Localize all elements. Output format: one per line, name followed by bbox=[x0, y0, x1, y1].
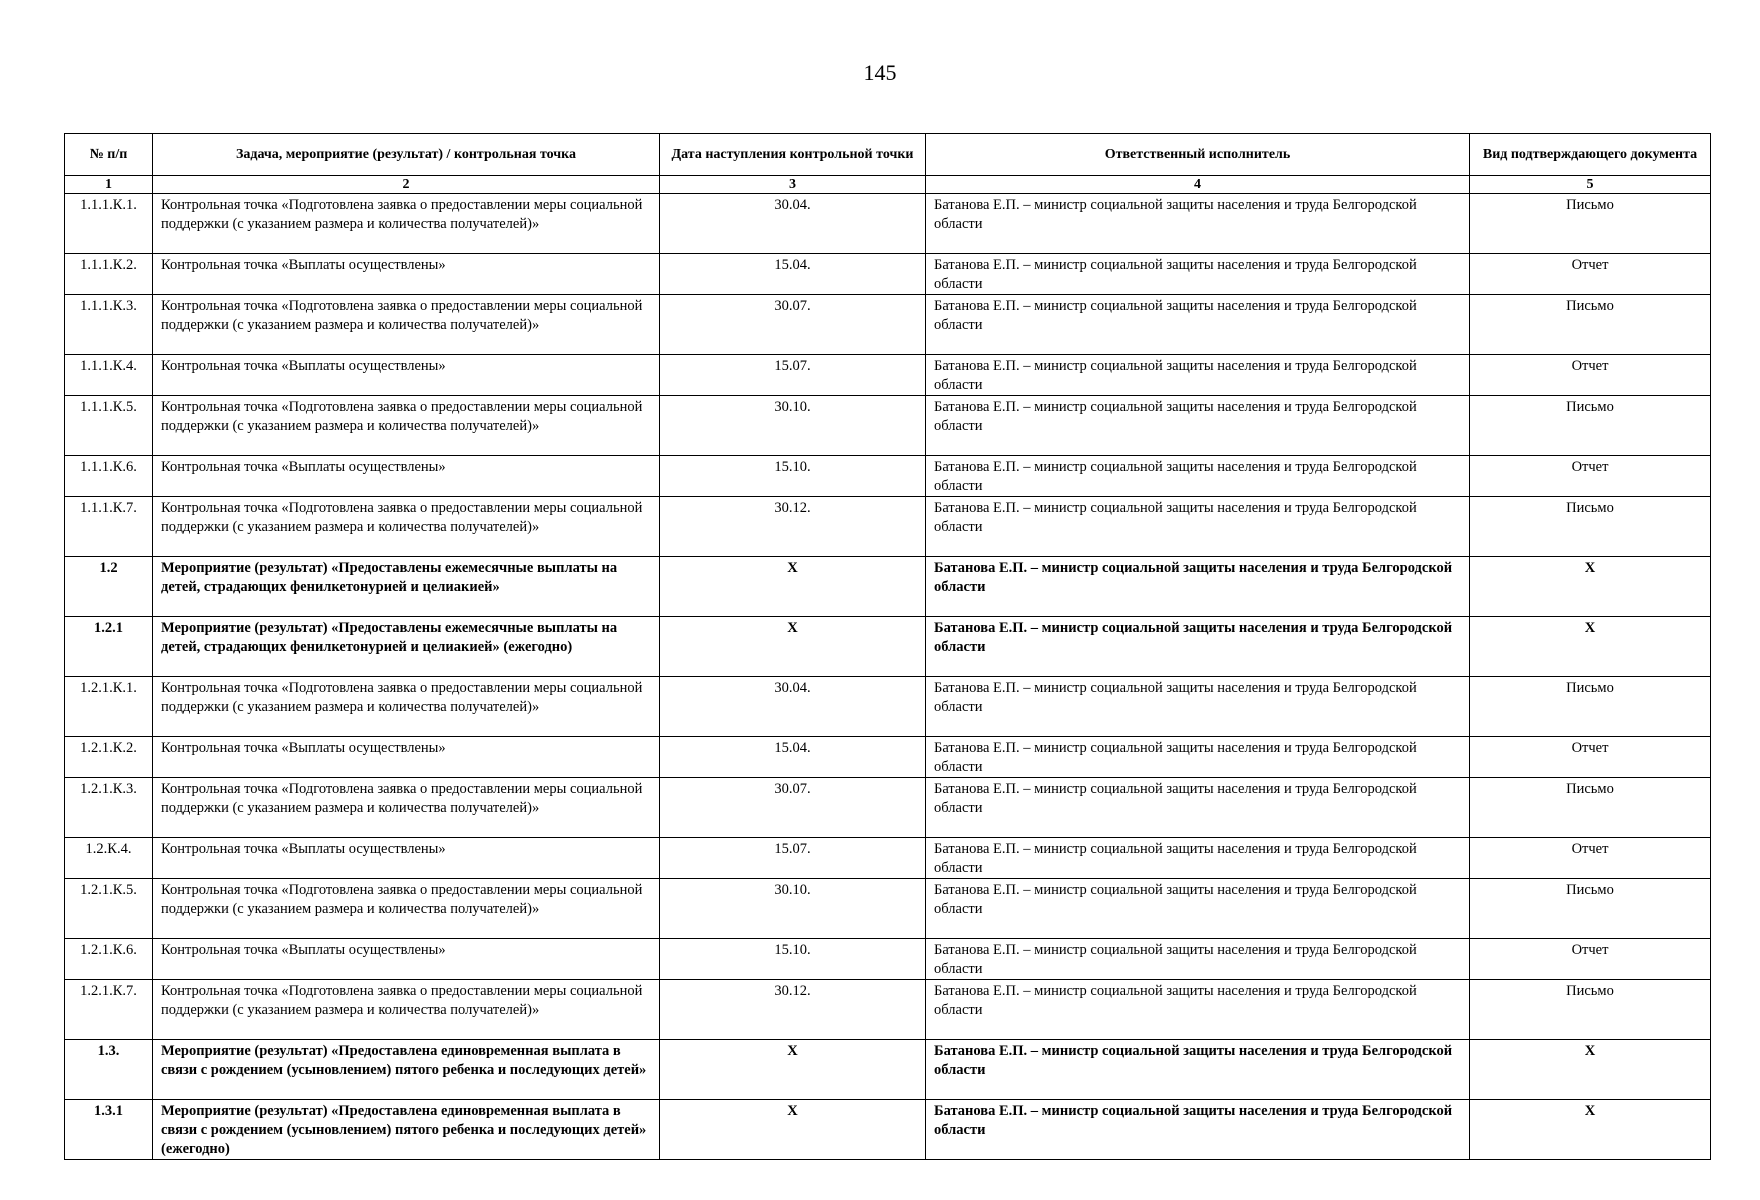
row-task: Контрольная точка «Подготовлена заявка о предоставлении меры социальной поддержки (с указанием размера и количества получателей)» bbox=[153, 295, 660, 355]
row-task: Контрольная точка «Подготовлена заявка о предоставлении меры социальной поддержки (с указанием размера и количества получателей)» bbox=[153, 396, 660, 456]
table-row bbox=[65, 1040, 1711, 1100]
row-task: Контрольная точка «Выплаты осуществлены» bbox=[153, 737, 660, 778]
table-row bbox=[65, 254, 1711, 295]
row-responsible: Батанова Е.П. – министр социальной защиты населения и труда Белгородской области bbox=[926, 939, 1470, 980]
row-date: 30.10. bbox=[660, 879, 926, 939]
table-row bbox=[65, 295, 1711, 355]
row-date: 30.07. bbox=[660, 295, 926, 355]
row-responsible: Батанова Е.П. – министр социальной защиты населения и труда Белгородской области bbox=[926, 879, 1470, 939]
column-number: 1 bbox=[65, 176, 153, 194]
header-document: Вид подтверждающего документа bbox=[1470, 134, 1711, 176]
row-number: 1.3.1 bbox=[65, 1100, 153, 1160]
row-responsible: Батанова Е.П. – министр социальной защиты населения и труда Белгородской области bbox=[926, 677, 1470, 737]
row-number: 1.3. bbox=[65, 1040, 153, 1100]
table-row bbox=[65, 838, 1711, 879]
row-task: Контрольная точка «Подготовлена заявка о предоставлении меры социальной поддержки (с указанием размера и количества получателей)» bbox=[153, 194, 660, 254]
row-task: Мероприятие (результат) «Предоставлены ежемесячные выплаты на детей, страдающих фенилкетонурией и целиакией» (ежегодно) bbox=[153, 617, 660, 677]
row-number: 1.1.1.К.7. bbox=[65, 497, 153, 557]
row-date: 15.07. bbox=[660, 838, 926, 879]
column-number: 3 bbox=[660, 176, 926, 194]
row-responsible: Батанова Е.П. – министр социальной защиты населения и труда Белгородской области bbox=[926, 254, 1470, 295]
row-responsible: Батанова Е.П. – министр социальной защиты населения и труда Белгородской области bbox=[926, 295, 1470, 355]
row-document: X bbox=[1470, 557, 1711, 617]
table-row bbox=[65, 980, 1711, 1040]
row-document: Письмо bbox=[1470, 194, 1711, 254]
row-number: 1.2.1.К.5. bbox=[65, 879, 153, 939]
row-responsible: Батанова Е.П. – министр социальной защиты населения и труда Белгородской области bbox=[926, 1100, 1470, 1160]
row-number: 1.1.1.К.2. bbox=[65, 254, 153, 295]
row-document: Отчет bbox=[1470, 939, 1711, 980]
row-task: Контрольная точка «Выплаты осуществлены» bbox=[153, 838, 660, 879]
row-number: 1.1.1.К.5. bbox=[65, 396, 153, 456]
row-responsible: Батанова Е.П. – министр социальной защиты населения и труда Белгородской области bbox=[926, 617, 1470, 677]
row-number: 1.1.1.К.1. bbox=[65, 194, 153, 254]
row-task: Контрольная точка «Выплаты осуществлены» bbox=[153, 456, 660, 497]
table-row bbox=[65, 939, 1711, 980]
table-row bbox=[65, 879, 1711, 939]
row-document: Письмо bbox=[1470, 396, 1711, 456]
header-task: Задача, мероприятие (результат) / контрольная точка bbox=[153, 134, 660, 176]
row-document: Отчет bbox=[1470, 355, 1711, 396]
control-points-table bbox=[64, 133, 1711, 1160]
table-row bbox=[65, 737, 1711, 778]
row-responsible: Батанова Е.П. – министр социальной защиты населения и труда Белгородской области bbox=[926, 355, 1470, 396]
row-task: Мероприятие (результат) «Предоставлена единовременная выплата в связи с рождением (усыновлением) пятого ребенка и последующих детей» (ежегодно) bbox=[153, 1100, 660, 1160]
row-date: 30.10. bbox=[660, 396, 926, 456]
row-date: 30.12. bbox=[660, 497, 926, 557]
row-date: X bbox=[660, 557, 926, 617]
row-date: X bbox=[660, 617, 926, 677]
row-task: Контрольная точка «Подготовлена заявка о предоставлении меры социальной поддержки (с указанием размера и количества получателей)» bbox=[153, 879, 660, 939]
row-task: Контрольная точка «Подготовлена заявка о предоставлении меры социальной поддержки (с указанием размера и количества получателей)» bbox=[153, 778, 660, 838]
table-row bbox=[65, 617, 1711, 677]
row-document: Отчет bbox=[1470, 737, 1711, 778]
row-task: Контрольная точка «Выплаты осуществлены» bbox=[153, 939, 660, 980]
column-number: 4 bbox=[926, 176, 1470, 194]
row-date: 15.10. bbox=[660, 456, 926, 497]
row-document: Письмо bbox=[1470, 497, 1711, 557]
row-responsible: Батанова Е.П. – министр социальной защиты населения и труда Белгородской области bbox=[926, 456, 1470, 497]
row-number: 1.1.1.К.3. bbox=[65, 295, 153, 355]
column-number: 5 bbox=[1470, 176, 1711, 194]
row-date: 30.04. bbox=[660, 677, 926, 737]
row-number: 1.2.1.К.7. bbox=[65, 980, 153, 1040]
row-task: Контрольная точка «Подготовлена заявка о предоставлении меры социальной поддержки (с указанием размера и количества получателей)» bbox=[153, 497, 660, 557]
row-number: 1.2.1 bbox=[65, 617, 153, 677]
table-row bbox=[65, 355, 1711, 396]
header-number: № п/п bbox=[65, 134, 153, 176]
table-row bbox=[65, 194, 1711, 254]
row-date: 15.04. bbox=[660, 254, 926, 295]
row-responsible: Батанова Е.П. – министр социальной защиты населения и труда Белгородской области bbox=[926, 194, 1470, 254]
row-date: 15.07. bbox=[660, 355, 926, 396]
row-task: Контрольная точка «Выплаты осуществлены» bbox=[153, 254, 660, 295]
row-number: 1.1.1.К.6. bbox=[65, 456, 153, 497]
row-document: Отчет bbox=[1470, 838, 1711, 879]
table-row bbox=[65, 396, 1711, 456]
row-task: Контрольная точка «Подготовлена заявка о предоставлении меры социальной поддержки (с указанием размера и количества получателей)» bbox=[153, 980, 660, 1040]
row-document: Отчет bbox=[1470, 254, 1711, 295]
row-responsible: Батанова Е.П. – министр социальной защиты населения и труда Белгородской области bbox=[926, 497, 1470, 557]
row-responsible: Батанова Е.П. – министр социальной защиты населения и труда Белгородской области bbox=[926, 1040, 1470, 1100]
row-responsible: Батанова Е.П. – министр социальной защиты населения и труда Белгородской области bbox=[926, 737, 1470, 778]
row-document: Письмо bbox=[1470, 295, 1711, 355]
table-row bbox=[65, 497, 1711, 557]
row-date: 15.10. bbox=[660, 939, 926, 980]
row-document: Письмо bbox=[1470, 677, 1711, 737]
row-number: 1.2.1.К.1. bbox=[65, 677, 153, 737]
row-task: Контрольная точка «Выплаты осуществлены» bbox=[153, 355, 660, 396]
row-document: X bbox=[1470, 617, 1711, 677]
row-document: Письмо bbox=[1470, 778, 1711, 838]
column-numbers-row bbox=[65, 176, 1711, 194]
row-document: X bbox=[1470, 1100, 1711, 1160]
row-number: 1.2.1.К.2. bbox=[65, 737, 153, 778]
column-number: 2 bbox=[153, 176, 660, 194]
row-responsible: Батанова Е.П. – министр социальной защиты населения и труда Белгородской области bbox=[926, 396, 1470, 456]
table-row bbox=[65, 778, 1711, 838]
row-document: Отчет bbox=[1470, 456, 1711, 497]
row-number: 1.2.1.К.6. bbox=[65, 939, 153, 980]
row-document: Письмо bbox=[1470, 980, 1711, 1040]
row-responsible: Батанова Е.П. – министр социальной защиты населения и труда Белгородской области bbox=[926, 838, 1470, 879]
table-row bbox=[65, 557, 1711, 617]
header-date: Дата наступления контрольной точки bbox=[660, 134, 926, 176]
row-number: 1.2.К.4. bbox=[65, 838, 153, 879]
row-responsible: Батанова Е.П. – министр социальной защиты населения и труда Белгородской области bbox=[926, 557, 1470, 617]
row-responsible: Батанова Е.П. – министр социальной защиты населения и труда Белгородской области bbox=[926, 980, 1470, 1040]
row-date: X bbox=[660, 1100, 926, 1160]
row-responsible: Батанова Е.П. – министр социальной защиты населения и труда Белгородской области bbox=[926, 778, 1470, 838]
row-date: X bbox=[660, 1040, 926, 1100]
header-responsible: Ответственный исполнитель bbox=[926, 134, 1470, 176]
page-number: 145 bbox=[863, 60, 897, 85]
row-number: 1.2 bbox=[65, 557, 153, 617]
row-document: X bbox=[1470, 1040, 1711, 1100]
row-date: 30.04. bbox=[660, 194, 926, 254]
table-row bbox=[65, 1100, 1711, 1160]
row-number: 1.2.1.К.3. bbox=[65, 778, 153, 838]
table-row bbox=[65, 677, 1711, 737]
row-document: Письмо bbox=[1470, 879, 1711, 939]
row-task: Мероприятие (результат) «Предоставлена единовременная выплата в связи с рождением (усыновлением) пятого ребенка и последующих детей» bbox=[153, 1040, 660, 1100]
row-date: 30.12. bbox=[660, 980, 926, 1040]
table-row bbox=[65, 456, 1711, 497]
row-task: Мероприятие (результат) «Предоставлены ежемесячные выплаты на детей, страдающих фенилкетонурией и целиакией» bbox=[153, 557, 660, 617]
row-date: 30.07. bbox=[660, 778, 926, 838]
row-number: 1.1.1.К.4. bbox=[65, 355, 153, 396]
table-header-row bbox=[65, 134, 1711, 176]
row-task: Контрольная точка «Подготовлена заявка о предоставлении меры социальной поддержки (с указанием размера и количества получателей)» bbox=[153, 677, 660, 737]
row-date: 15.04. bbox=[660, 737, 926, 778]
